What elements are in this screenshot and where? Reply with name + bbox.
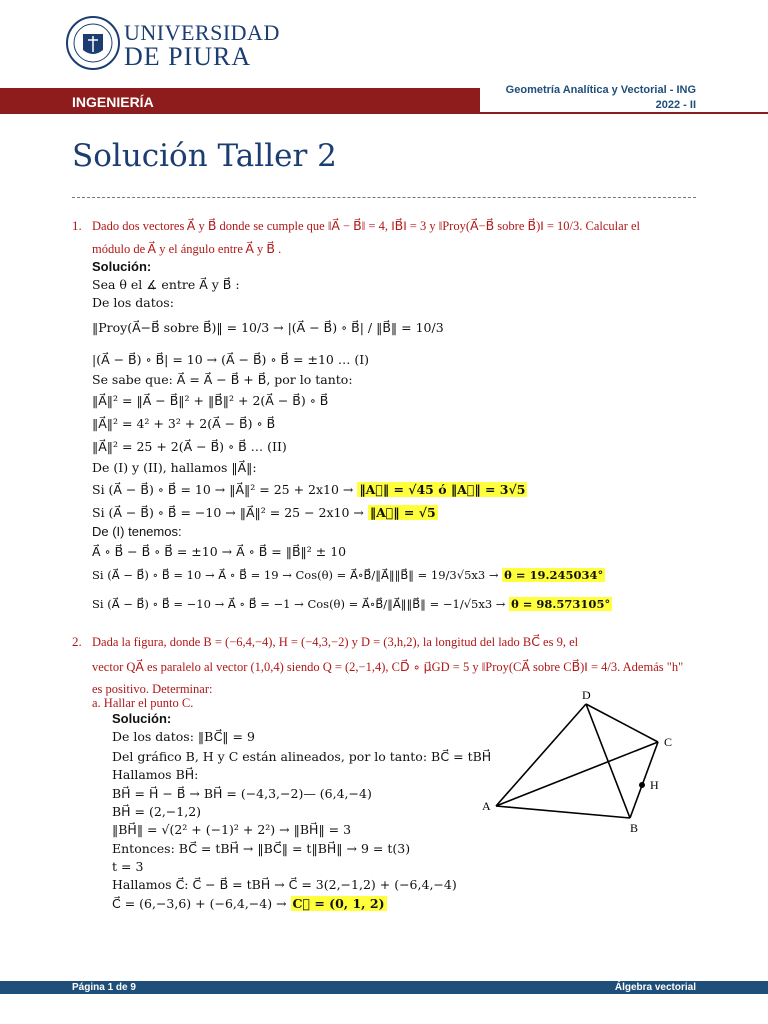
course-name: Geometría Analítica y Vectorial - ING [505, 84, 696, 96]
problem2-number: 2. [72, 634, 82, 649]
problem2-line: Hallamos BH⃗: [112, 767, 199, 782]
problem2-solution-label: Solución: [112, 711, 172, 726]
problem2-statement-line2: vector QA⃗ es paralelo al vector (1,0,4) siendo Q = (2,−1,4), CD⃗ ∘ μ⃗GD = 5 y ‖Proy(CA⃗ sobre CB⃗)‖ = 4/3. Además "h" [92, 660, 684, 674]
university-name-line1: UNIVERSIDAD [124, 20, 280, 45]
problem1-line: De (I) y (II), hallamos ‖A⃗‖: [92, 460, 257, 475]
highlight-result: C⃗ = (0, 1, 2) [292, 896, 385, 911]
problem1-line: Se sabe que: A⃗ = A⃗ − B⃗ + B⃗, por lo tanto: [92, 372, 353, 387]
header-rule [480, 112, 768, 114]
label-b: B [630, 821, 639, 835]
problem1-from-i: De (I) tenemos: [92, 524, 182, 539]
problem1-case1: Si (A⃗ − B⃗) ∘ B⃗ = 10 → ‖A⃗‖² = 25 + 2x10 → ‖A⃗‖ = √45 ó ‖A⃗‖ = 3√5 [92, 482, 526, 497]
university-name-line2: DE PIURA [124, 42, 252, 71]
label-a: A [482, 799, 491, 813]
problem2-line: De los datos: ‖BC⃗‖ = 9 [112, 729, 255, 744]
problem1-statement-line1: Dado dos vectores A⃗ y B⃗ donde se cumple que ‖A⃗ − B⃗‖ = 4, ‖B⃗‖ = 3 y ‖Proy(A⃗−B⃗ sobre B⃗)‖ = 10/3. Calcular el [92, 219, 641, 233]
problem2-line: BH⃗ = H⃗ − B⃗ → BH⃗ = (−4,3,−2)— (6,4,−4) [112, 786, 372, 801]
problem2-final: C⃗ = (6,−3,6) + (−6,4,−4) → C⃗ = (0, 1, 2) [112, 896, 385, 911]
problem1-statement-line2: módulo de A⃗ y el ángulo entre A⃗ y B⃗ . [92, 242, 282, 256]
problem1-solution-label: Solución: [92, 259, 152, 274]
problem2-line: t = 3 [112, 859, 144, 874]
problem1-case2: Si (A⃗ − B⃗) ∘ B⃗ = −10 → ‖A⃗‖² = 25 − 2x10 → ‖A⃗‖ = √5 [92, 505, 436, 520]
label-d: D [582, 688, 591, 702]
faculty-label: INGENIERÍA [72, 94, 154, 110]
highlight-result: ‖A⃗‖ = √5 [369, 505, 436, 520]
problem2-line: ‖BH⃗‖ = √(2² + (−1)² + 2²) → ‖BH⃗‖ = 3 [112, 822, 352, 837]
edge-ab [496, 806, 630, 818]
highlight-result: θ = 98.573105° [511, 597, 611, 611]
highlight-result: ‖A⃗‖ = √45 ó ‖A⃗‖ = 3√5 [359, 482, 526, 497]
highlight-result: θ = 19.245034° [504, 568, 604, 582]
problem2-line: BH⃗ = (2,−1,2) [112, 804, 202, 819]
label-h: H [650, 778, 659, 792]
university-seal-icon [66, 14, 120, 72]
footer-subject: Álgebra vectorial [614, 982, 696, 993]
problem1-line: ‖A⃗‖² = ‖A⃗ − B⃗‖² + ‖B⃗‖² + 2(A⃗ − B⃗) ∘ B⃗ [92, 393, 329, 408]
problem1-dot-line: A⃗ ∘ B⃗ − B⃗ ∘ B⃗ = ±10 → A⃗ ∘ B⃗ = ‖B⃗‖² ± 10 [92, 544, 347, 559]
problem1-line: De los datos: [92, 295, 174, 310]
label-c: C [664, 735, 673, 749]
edge-dc [586, 704, 658, 742]
problem2-line: Entonces: BC⃗ = tBH⃗ → ‖BC⃗‖ = t‖BH⃗‖ → 9 = t(3) [112, 841, 411, 856]
problem2-line: Del gráfico B, H y C están alineados, por lo tanto: BC⃗ = tBH⃗ [112, 749, 492, 764]
problem1-number: 1. [72, 218, 82, 233]
page-number: Página 1 de 9 [72, 982, 136, 993]
problem1-line: ‖Proy(A⃗−B⃗ sobre B⃗)‖ = 10/3 → |(A⃗ − B⃗) ∘ B⃗| / ‖B⃗‖ = 10/3 [92, 320, 444, 335]
problem2-line: Hallamos C⃗: C⃗ − B⃗ = tBH⃗ → C⃗ = 3(2,−1,2) + (−6,4,−4) [112, 877, 457, 892]
problem2-statement-line1: Dada la figura, donde B = (−6,4,−4), H = (−4,3,−2) y D = (3,h,2), la longitud del lado BC⃗ es 9, el [92, 635, 579, 649]
course-term: 2022 - II [655, 99, 696, 111]
problem2-statement-line3: es positivo. Determinar: [92, 682, 213, 696]
page-title: Solución Taller 2 [72, 138, 337, 174]
problem1-line: ‖A⃗‖² = 25 + 2(A⃗ − B⃗) ∘ B⃗ … (II) [92, 439, 287, 454]
edge-da [496, 704, 586, 806]
problem1-angle2: Si (A⃗ − B⃗) ∘ B⃗ = −10 → A⃗ ∘ B⃗ = −1 → Cos(θ) = A⃗∘B⃗/‖A⃗‖‖B⃗‖ = −1/√5x3 → θ = 98.573105° [92, 597, 611, 611]
problem1-angle1: Si (A⃗ − B⃗) ∘ B⃗ = 10 → A⃗ ∘ B⃗ = 19 → Cos(θ) = A⃗∘B⃗/‖A⃗‖‖B⃗‖ = 19/3√5x3 → θ = 19.245034° [92, 568, 604, 582]
tetrahedron-figure [480, 686, 688, 836]
point-h [639, 782, 645, 788]
problem1-line: Sea θ el ∡ entre A⃗ y B⃗ : [92, 277, 240, 292]
problem1-line: |(A⃗ − B⃗) ∘ B⃗| = 10 → (A⃗ − B⃗) ∘ B⃗ = ±10 … (I) [92, 352, 370, 367]
problem2-part-a: a. Hallar el punto C. [92, 696, 194, 710]
edge-ca [496, 742, 658, 806]
problem1-line: ‖A⃗‖² = 4² + 3² + 2(A⃗ − B⃗) ∘ B⃗ [92, 416, 276, 431]
title-divider [72, 197, 696, 198]
university-logo [66, 14, 280, 76]
